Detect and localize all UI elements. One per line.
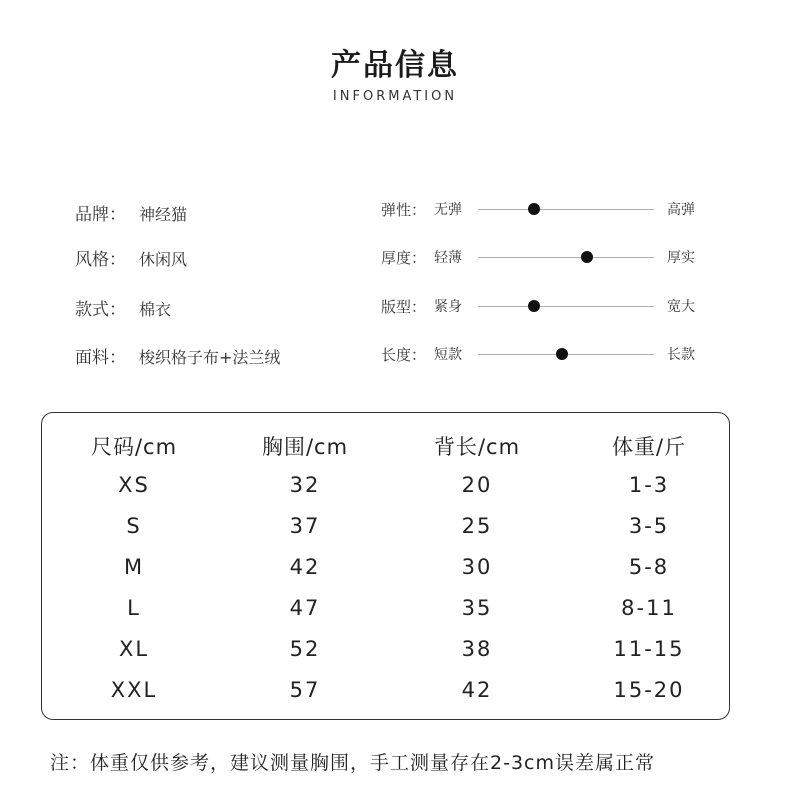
attribute-max-label: 长款 [667, 347, 695, 363]
attribute-max-label: 高弹 [667, 202, 695, 218]
attribute-min-label: 轻薄 [434, 250, 462, 266]
attribute-track [478, 257, 654, 258]
info-label: 款式： [75, 300, 126, 320]
attribute-elasticity [381, 199, 711, 223]
info-label: 风格： [75, 250, 126, 270]
info-value: 休闲风 [139, 250, 188, 269]
attribute-length [381, 344, 711, 368]
info-row-type [75, 295, 171, 320]
info-row-style [75, 245, 187, 270]
table-header: 胸围/cm [261, 435, 349, 459]
attribute-label: 版型： [381, 298, 427, 316]
table-cell: M [123, 555, 145, 579]
attribute-label: 长度： [381, 346, 427, 364]
attribute-indicator-dot [556, 348, 568, 360]
table-cell: 25 [461, 514, 493, 538]
table-cell: 52 [289, 637, 321, 661]
table-cell: S [126, 514, 142, 538]
info-value: 梭织格子布+法兰绒 [139, 348, 281, 367]
table-header: 体重/斤 [611, 435, 687, 459]
attribute-max-label: 厚实 [667, 250, 695, 266]
table-cell: 38 [461, 637, 493, 661]
attribute-indicator-dot [528, 300, 540, 312]
attribute-label: 弹性： [381, 201, 427, 219]
table-cell: 37 [289, 514, 321, 538]
table-cell: 42 [289, 555, 321, 579]
footnote: 注：体重仅供参考，建议测量胸围，手工测量存在2-3cm误差属正常 [50, 752, 655, 774]
attribute-min-label: 无弹 [434, 202, 462, 218]
table-cell: 57 [289, 678, 321, 702]
page-subtitle: INFORMATION [332, 89, 458, 104]
info-value: 棉衣 [139, 300, 172, 319]
info-value: 神经猫 [139, 205, 188, 224]
table-cell: 5-8 [628, 555, 670, 579]
table-cell: 20 [461, 473, 493, 497]
attribute-fit [381, 296, 711, 320]
table-cell: 15-20 [613, 678, 685, 702]
table-cell: XS [118, 473, 150, 497]
table-header: 尺码/cm [90, 435, 178, 459]
page-title: 产品信息 [331, 48, 459, 83]
size-table [41, 412, 730, 720]
table-cell: XXL [110, 678, 158, 702]
table-cell: 47 [289, 596, 321, 620]
table-cell: 30 [461, 555, 493, 579]
attribute-max-label: 宽大 [667, 299, 695, 315]
info-label: 品牌： [75, 205, 126, 225]
attribute-track [478, 209, 654, 210]
table-cell: 3-5 [628, 514, 670, 538]
table-cell: 32 [289, 473, 321, 497]
info-row-fabric [75, 343, 280, 368]
attribute-thickness [381, 247, 711, 271]
table-cell: 11-15 [613, 637, 685, 661]
info-label: 面料： [75, 348, 126, 368]
table-cell: 1-3 [628, 473, 670, 497]
table-cell: 42 [461, 678, 493, 702]
table-cell: 8-11 [621, 596, 677, 620]
table-cell: L [127, 596, 141, 620]
table-cell: XL [118, 637, 150, 661]
attribute-min-label: 紧身 [434, 299, 462, 315]
attribute-min-label: 短款 [434, 347, 462, 363]
attribute-track [478, 354, 654, 355]
table-header: 背长/cm [433, 435, 521, 459]
attribute-track [478, 306, 654, 307]
info-row-brand [75, 200, 187, 225]
table-cell: 35 [461, 596, 493, 620]
attribute-indicator-dot [528, 203, 540, 215]
attribute-indicator-dot [581, 251, 593, 263]
attribute-label: 厚度： [381, 249, 427, 267]
